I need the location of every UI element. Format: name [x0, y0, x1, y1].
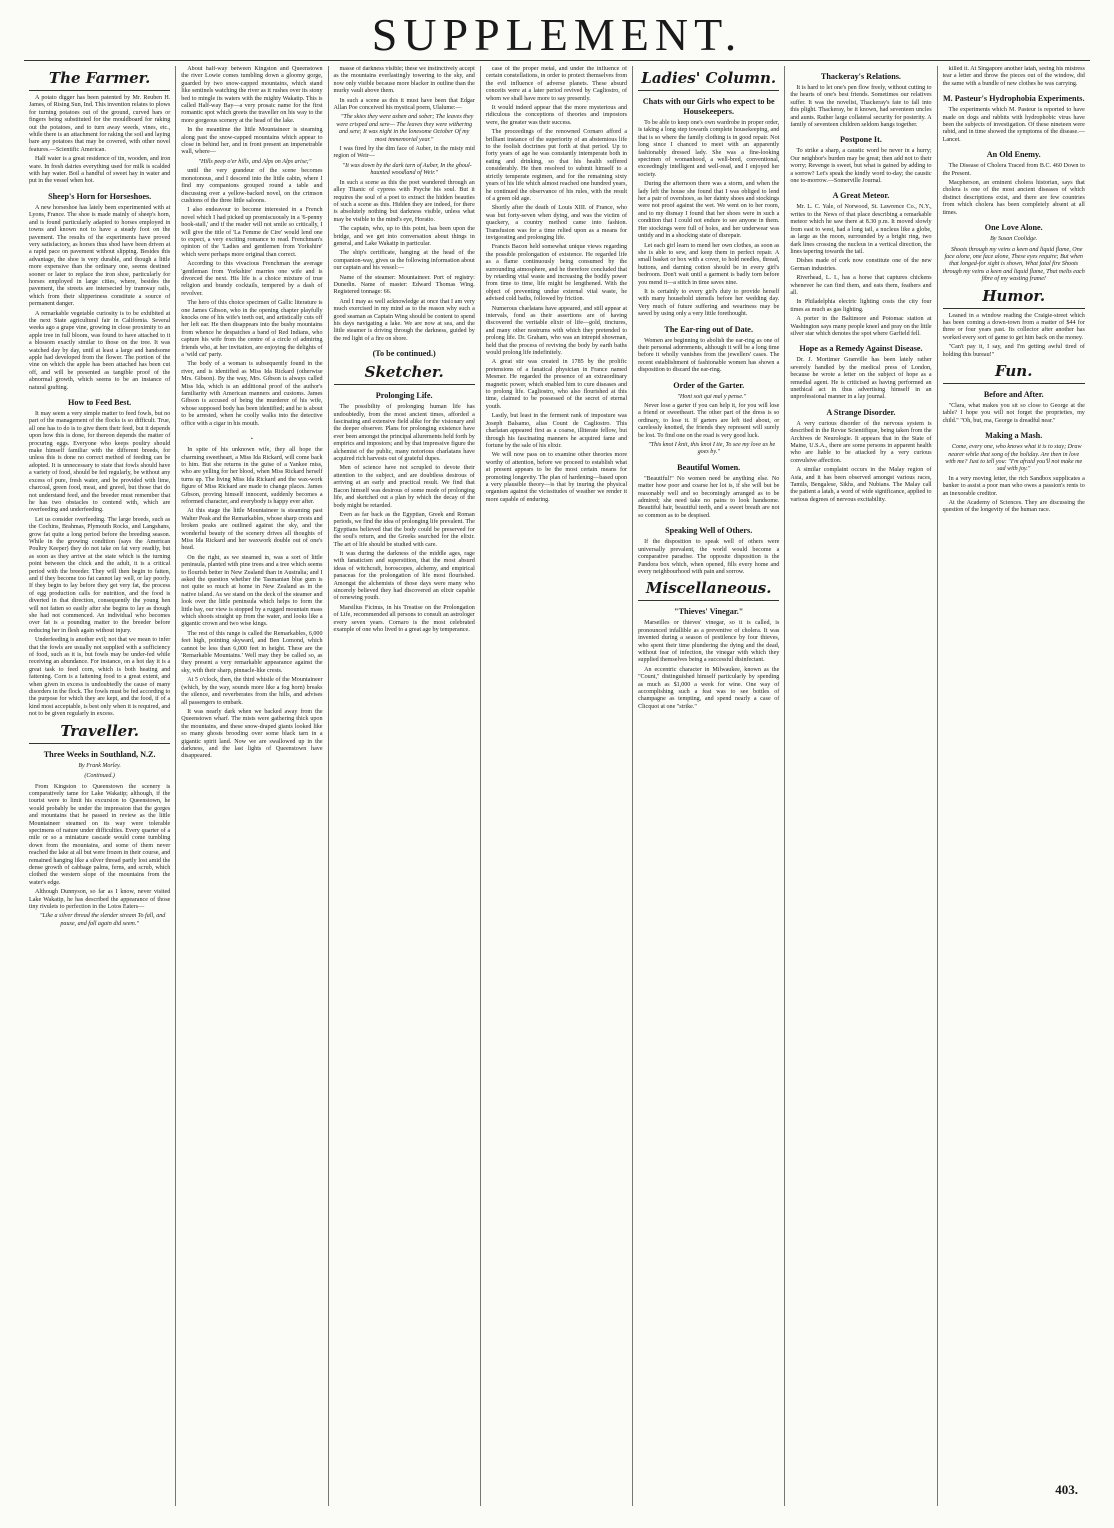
paragraph: killed it. At Singapore another latah, seeing his mistress tear a letter and throw the pieces out of the window, did the same with a bundle of new clothes he was carrying. [942, 66, 1085, 87]
article-headline: Beautiful Women. [677, 462, 741, 472]
paragraph: To be able to keep one's own wardrobe in proper order, is taking a long step towards complete housekeeping, and that is so where the family clothing is in good repair. Not long since I chanced to meet with an apparently fashionably dressed lady. She was a fine-looking specimen of womanhood, a well-bred, conventional, exceedingly intelligent and well-read, and I enjoyed her society. [638, 120, 780, 178]
paragraph: "Can't pay it, I say, and I'm getting awful tired of holding this bureau!" [942, 344, 1085, 358]
paragraph: Half water is a great residence of tin, wooden, and iron ware. In fresh dairies everything used for milk is scalded with hay water. Boil a handful of sweet hay in water and put in the vessel when hot. [29, 156, 171, 185]
paragraph: A new horseshoe has lately been experimented with at Lyons, France. The shoe is made mainly of sheep's horn, and is found particularly adapted to horses employed in towns and known not to have a steady foot on the pavement. The results of the experiments have proved very satisfactory, as horses thus shod have been driven at a rapid pace on pavement without slipping. Besides this advantage, the shoe is very durable, and though a little more expensive than the ordinary one, seems destined sooner or later to replace the iron shoe, particularly for horses employed in large cities, where, besides the pavement, the streets are intersected by tramway rails, which from their slipperiness constitute a source of permanent danger. [29, 204, 171, 308]
column-1 [24, 66, 176, 1506]
article-headline: "Thieves' Vinegar." [674, 607, 744, 617]
article-headline: Before and After. [983, 389, 1044, 399]
paragraph: The proceedings of the renowned Cornaro afford a brilliant instance of the superiority of an abstemious life to the foolish doctrines put forth at that period. Up to forty years of age he was constantly intemperate both in eating and drinking, so that his health suffered considerably. He then resolved to submit himself to a strictly temperate regimen, and for the remaining sixty years of his life which almost reached one hundred years, he continued the observance of his rules, with the result of a green old age. [485, 129, 628, 202]
article-headline: One Love Alone. [984, 223, 1043, 233]
article-headline: Hope as a Remedy Against Disease. [799, 344, 923, 354]
paragraph: Although Dunnyson, so far as I know, never visited Lake Wakatip, he has described the appearance of those tiny rivulets to perfection in the Lotos Eaters— [29, 889, 171, 910]
byline: By Susan Coolidge. [990, 236, 1038, 243]
article-headline: Thackeray's Relations. [820, 72, 901, 81]
article-headline: How to Feed Best. [68, 398, 132, 408]
paragraph: Marsilius Ficinus, in his Treatise on the Prolongation of Life, recommended all persons to consult an astrologer every seven years. Cornaro is the most celebrated example of one who lived to a great age by temperance. [333, 604, 475, 633]
article-headline: A Strange Disorder. [826, 407, 896, 417]
article-headline: The Ear-ring out of Date. [664, 324, 753, 334]
paragraph: Shortly after the death of Louis XIII. of France, who was but forty-seven when dying, and was the victim of quackery, a country method came into fashion. Transfusion was for a time relied upon as a means for invigorating and prolonging life. [485, 205, 628, 241]
paragraph: It would indeed appear that the more mysterious and ridiculous the conceptions of theories and impostors were, the greater was their success. [485, 105, 628, 126]
article-headline: Making a Mash. [985, 431, 1043, 441]
paragraph: masse of darkness visible; these we instinctively accept as the mountains everlastingly towering to the sky, and now only visible because more blacker in outline than the murky vault above them. [333, 66, 475, 95]
paragraph: In a very moving letter, the rich Sandbox supplicates a banker to assist a poor man who owes a passion's rents to an inexorable creditor. [942, 475, 1085, 497]
verse: "This knot I knit, this knot I tie, To see my love as he goes by." [648, 442, 776, 456]
column-2 [176, 66, 328, 1506]
column-4 [481, 66, 633, 1506]
paragraph: Never lose a garter if you can help it, for you will lose a friend or sweetheart. The other part of the dress is so ordinary, to lose it. If garters are left tied about, or carelessly knotted, the friends they represent will surely be lost. To find one on the road is very good luck. [638, 403, 780, 439]
paragraph: A great stir was created in 1785 by the prolific pretensions of a fanatical physician in France named Mesmer. He regarded the presence of an extraordinary magnetic power, which enabled him to cure diseases and to prolong life. Cagliostro, who also flourished at this time, claimed to be possessed of the secret of eternal youth. [485, 359, 628, 410]
paragraph: In Philadelphia electric lighting costs the city four times as much as gas lighting. [790, 299, 932, 313]
article-headline: Three Weeks in Southland, N.Z. [43, 749, 156, 759]
verse: "Honi soit qui mal y pense." [677, 393, 747, 400]
paragraph: Women are beginning to abolish the ear-ring as one of their personal adornments, although it will be a long time before it wholly vanishes from the jewellers' cases. The recent establishment of fashionable women has shown a disposition to discard the ear-ring. [638, 337, 780, 374]
paragraph: A similar complaint occurs in the Malay region of Asia, and it has been observed amongst various races, Tamils, Bengalese, Sikhs, and Nubians. The Malay call the patient a latah, a word of wide significance, applied to various degrees of nervous excitability. [790, 467, 932, 503]
article-headline: (To be continued.) [372, 349, 436, 359]
paragraph: The experiments which M. Pasteur is reported to have made on dogs and rabbits with hydrophobic virus have been the subjects of investigation. Of these nineteen were rabid, and in time showed the symptoms of the disease.—Lancet. [942, 107, 1085, 143]
article-headline: Sheep's Horn for Horseshoes. [48, 191, 152, 201]
paragraph: Riverhead, L. I., has a horse that captures chickens whenever he can find them, and eats them, feathers and all. [790, 275, 932, 296]
paragraph: In the meantime the little Mountaineer is steaming along past the snow-capped mountains which appear to close in behind her, and in front present an impenetrable wall, where— [181, 127, 323, 156]
paragraph: "Clara, what makes you sit so close to George at the table? I hope you will not forget the proprieties, my child." "Oh, but, ma, George is dreadful near." [942, 402, 1085, 424]
paragraph: At this stage the little Mountaineer is steaming past Walter Peak and the Remarkables, whose sharp crests and broken peaks are outlined against the sky, and the wonderful beauty of the scenery drives all thoughts of Miss Ida Rickard and her waxwork double out of one's head. [181, 508, 323, 552]
paragraph: About half-way between Kingston and Queenstown the river Lowie comes tumbling down a gloomy gorge, guarded by two snow-capped mountains, which stand like sentinels watching the river as it rushes over its stony bed to mingle its waters with the mighty Wakatip. This is called Half-way Bay—a very prosaic name for the first romantic spot which greets the traveller on his way to the more gorgeous scenery at the head of the lake. [181, 66, 323, 124]
masthead: SUPPLEMENT. [371, 9, 743, 60]
article-headline: · [250, 434, 254, 444]
paragraph: The captain, who, up to this point, has been upon the bridge, and we get into conversation about things in general, and Lake Wakatip in particular. [333, 226, 475, 247]
paragraph: Dishes made of cork now constitute one of the new German industries. [790, 258, 932, 272]
paragraph: It may seem a very simple matter to feed fowls, but no part of the management of the flocks is so difficult. True, all one has to do is to give them their feed, but it depends upon how this is done, for thereon depends the matter of procuring eggs. Everyone who keeps poultry should make himself familiar with the different breeds, for unless this is done no correct method of feeding can be adopted. It is unnecessary to state that fowls should have a variety of food, should be fed regularly, be without any excess of pure, fresh water, and be provided with lime, charcoal, green food, meat, and gravel, but those that do not understand feed, and the breeder must remember that he has two obstacles to contend with, which are overfeeding and underfeeding. [29, 411, 171, 514]
paragraph: The body of a woman is subsequently found in the river, and is identified as Miss Ida Rickard (otherwise Mrs. Gibson). By the way, Mrs. Gibson is always called Miss Ida, which is an additional proof of the author's familiarity with American manners and customs. James Gibson is accused of being the murderer of his wife, whose supposed body has been identified; and he is about to be arrested, when he coolly walks into the detective office with a cigar in his mouth. [181, 361, 323, 427]
section-heading: Sketcher. [334, 362, 475, 385]
paragraph: A very curious disorder of the nervous system is described in the Revue Scientifique, being taken from the Archives de Neurologie. It appears that in the State of Maine, U.S.A., there are some persons in apparent health who are liable to be attacked by a very curious convulsive affection. [790, 420, 932, 464]
byline: (Continued.) [84, 773, 115, 780]
paragraph: Let us consider overfeeding. The large breeds, such as the Cochins, Brahmas, Plymouth Rocks, and Langshans, grow fat quite a long period before the breeding season. While in the growing condition (says the American Poultry Keeper) they do not take on fat very readily, but as soon as they arrive at the state which is the turning point between the chick and the adult, it is a critical period with the breeder. They will then begin to fatten, and if they become too fat cannot lay well, or lay poorly. If they begin to lay before they get very fat, the process of egg production calls for nutrition, and the food is diverted in that direction, consequently the young hen will not fatten so easily after she begins to lay as though she had not commenced. An individual who becomes over fat is a pounding matter to the breeder before reducing her in flesh again without injury. [29, 516, 171, 634]
verse: "Like a silver thread the slender stream To fall, and pause, and fall again did seem." [39, 913, 166, 927]
byline: By Frank Morley. [78, 762, 121, 769]
paragraph: And I may as well acknowledge at once that I am very much exercised in my mind as to the reason why such a good seaman as Captain Wing should be content to spend his days navigating a lake. We are now at sea, and the little steamer is driving through the darkness, guided by the red light of a fire on shore. [333, 298, 475, 342]
paragraph: A porter in the Baltimore and Potomac station at Washington says many people kneel and pray on the little silver star which denotes the spot where Garfield fell. [790, 316, 932, 337]
paragraph: Lastly, but least in the ferment rank of imposture was Joseph Balsamo, alias Count de Cagliostro. This charlatan appeared first as a coarse, illiterate fellow, but through his fascinating manners he acquired fame and fortune by the sale of his elixir. [485, 413, 628, 449]
paragraph: The ship's certificate, hanging at the head of the companion-way, gives us the following information about our captain and his vessel:— [333, 250, 475, 272]
article-headline: Order of the Garter. [673, 380, 745, 390]
article-headline: Prolonging Life. [375, 391, 433, 401]
paragraph: The hero of this choice specimen of Gallic literature is one James Gibson, who in the opening chapter playfully knocks one of his wife's teeth out, and artistically cuts off her left ear. He then disappears into the bushy mountains from whence he despatches a band of Red Indians, who capture his wife from the centre of a circle of admiring friends who, at her invitation, are enjoying the delights of a 'wild cat' party. [181, 300, 323, 359]
paragraph: The possibility of prolonging human life has undoubtedly, from the most ancient times, afforded a fascinating and extensive field alike for the visionary and the deeper observer. Plans for prolonging existence have ever been amongst the principal allurements held forth by empirics and impostors; and by that impressive figure the alchemist of the public, many notorious charlatans have acquired rich harvests out of grateful dupes. [333, 404, 475, 463]
paragraph: Francis Bacon held somewhat unique views regarding the possible prolongation of existence. He regarded life as a flame continuously being consumed by the surrounding atmosphere, and he therefore concluded that by retarding vital waste and increasing the bodily power from time to time, life might be lengthened. With the object of preventing undue external vital waste, he advised cold baths, followed by friction. [485, 244, 628, 303]
verse: "Hills peep o'er hills, and Alps on Alps arise;" [198, 158, 312, 165]
article-headline: An Old Enemy. [986, 150, 1041, 160]
paragraph: "Beautiful!" No women need be anything else. No matter how poor and coarse her lot is, if she will but be reasonably well and so becomingly arranged as to be admired; she need take no pains to look handsome. Beautiful hair, beautiful teeth, and a sweet breath are not so common as to be despised. [638, 475, 780, 519]
article-headline: Speaking Well of Others. [665, 526, 753, 536]
page-number: 403. [1055, 1482, 1078, 1497]
paragraph: It is certainly to every girl's duty to provide herself with many household utensils before her wedding day. Very much of future suffering and weariness may be saved by using only a very little forethought. [638, 288, 780, 318]
paragraph: At the Academy of Sciences. They are discussing the question of the longevity of the human race. [942, 500, 1085, 514]
verse: "The skies they were ashen and sober; The leaves they were crisped and sere— The leaves they were withering and sere; It was night in the lonesome October Of my most immemorial year." [336, 114, 474, 143]
paragraph: Mr. L. C. Yale, of Norwood, St. Lawrence Co., N.Y., writes to the News of that place describing a remarkable meteor which he saw there at 8.30 p.m. It moved slowly from east to west, had a long tail, a nucleus like a globe, as large as the moon, surrounded by a bright ring, two dark lines crossing the nucleus in a vertical direction, the lines tapering towards the tail. [790, 204, 932, 255]
verse: Shoots through my veins a keen and liquid flame, One face alone, one face alone, These eyes require; But when that longed-for sight is shown, What fatal fire Shoots through my veins a keen and liquid flame, That melts each fibre of my wasting frame! [942, 246, 1085, 283]
paragraph: Let each girl learn to mend her own clothes, as soon as she is able to sew, and keep them in perfect repair. A small basket or box with a cover, to hold needles, thread, buttons, and darning cotton should be in every girl's bedroom. Don't wait until a garment is badly torn before you mend it—a stitch in time saves nine. [638, 242, 780, 286]
paragraph: Name of the steamer: Mountaineer. Port of registry: Dunedin. Name of master: Edward Thomas Wing. Registered tonnage: 66. [333, 274, 475, 296]
paragraph: Macpherson, an eminent cholera historian, says that cholera is one of the most ancient diseases of which distinct descriptions exist, and there are few countries from which cholera has been completely absent at all times. [942, 180, 1085, 216]
paragraph: According to this vivacious Frenchman the average 'gentleman from Yorkshire' marries one wife and is divorced the next. His life is a choice mixture of true religion and brandy cocktails, tempered by a dash of revolver. [181, 261, 323, 297]
paragraph: case of the proper metal, and under the influence of certain constellations, in order to protect themselves from the evil influence of adverse planets. These absurd conceits were at a later period revived by Cagliostro, of whom we shall have more to say presently. [485, 66, 628, 102]
verse: "It was down by the dark tarn of Auber, In the ghoul-haunted woodland of Weir." [342, 162, 472, 177]
paragraph: Marseilles or thieves' vinegar, so it is called, is pronounced infallible as a preventive of cholera. It was invented during a season of pestilence by four thieves, who spent their time plundering the dying and the dead, without fear of infection, the vinegar with which they supplied themselves being a successful disinfectant. [638, 620, 780, 664]
paragraph: A remarkable vegetable curiosity is to be exhibited at the next State agricultural fair in California. Several weeks ago a grape vine, growing in close proximity to an apple tree in full bloom, was found to have attached to it a blossom exactly similar to those on the tree. It was watched day by day, until at least a large and handsome apple had developed from the flower. The portion of the vine on which the apple has been attached has been cut off, and will be presented as tangible proof of the abnormal growth, which seems to be an instance of natural grafting. [29, 310, 171, 391]
paragraph: In such a scene as this the poet wandered through an alley Titanic of cypress with Psyche his soul. But it requires the soul of a poet to extract the hidden beauties of such a scene as this. Hidden they are indeed, for there is absolutely nothing but darkness visible, unless what may be visible to the mind's eye, Horatio. [333, 179, 475, 223]
paragraph: until the very grandeur of the scene becomes monotonous, and I descend into the little cabin, where I find my companions grouped round a table and discussing over a yellow-backed novel, on the crimson cushions of the three little saloons. [181, 168, 323, 204]
paragraph: Leaned in a window reading the Craigie-street which has been coming a down-town from a matter of $44 for three or four years past. Its collector after another has worked every sort of game to get him back on the money. [942, 312, 1085, 341]
paragraph: In such a scene as this it must have been that Edgar Allan Poe conceived his mystical poem, Ulalume:— [333, 97, 475, 112]
paragraph: The Disease of Cholera Traced from B.C. 460 Down to the Present. [942, 163, 1085, 177]
paragraph: It was nearly dark when we backed away from the Queenstown wharf. The mists were gathering thick upon the mountains, and these snow-draped giants looked like so many ghosts brooding over some black tarn in a gigantic spirit land. Now we are swallowed up in the darkness, and the last lights of Queenstown have disappeared. [181, 708, 323, 760]
paragraph: It was during the darkness of the middle ages, rage with fanaticism and superstition, that the most absurd ideas of witchcraft, horoscopes, alchemy, and empirical panaceas for the prolongation of life most flourished. Amongst the alchemists of those days were many who sincerely believed they had discovered an elixir capable of renewing youth. [333, 550, 475, 602]
paragraph: At 5 o'clock, then, the third whistle of the Mountaineer (which, by the way, sounds more like a fog horn) breaks the silence, and reverberates from the hills, and advises all passengers to embark. [181, 677, 323, 706]
paragraph: I was fired by the dim face of Auber, in the misty mid region of Weir— [333, 146, 475, 160]
paragraph: It is hard to let one's pen flow freely, without cutting to the hearts of one's best friends. Sometimes our relatives suffer. It was the novelist, Thackeray's fate to fall into this plight. Thackeray, be it known, had seventeen uncles and aunts. Rather large collateral security for posterity. A family of seventeen children seldom hangs together. [790, 85, 932, 129]
paragraph: Numerous charlatans have appeared, and still appear at intervals, fond as their assertions are of having discovered the veritable elixir of life—gold, tinctures, and many other nostrums with which they pretended to prolong life. Dr. Graham, who was an intrepid showman, held that the process of reviving the body by earth baths would prolong life indefinitely. [485, 305, 628, 357]
masthead-rule [24, 60, 1090, 61]
paragraph: On the right, as we steamed in, was a sort of little peninsula, planted with pine trees and a tree which seems to flourish better in New Zealand than in Australia; and I asked the question whether the Tasmanian blue gum is not quite so much at home in New Zealand as in the native island. As we stand on the deck of the steamer and look over the little peninsula which helps to form the little bay, our view is stopped by a rugged mountain mass which shoots straight up from the water, and looks like a gigantic crown and two wise kings. [181, 554, 323, 628]
verse: Come, every one, who knows what it is to stay; Draw nearer while that song of the holiday. Are then in love with me? Just to tell you: "I'm afraid you'll not make me sad with joy." [945, 444, 1083, 473]
paragraph: I also endeavour to become interested in a French novel which I had picked up promiscuously in a '6-penny book-stall,' and if the reader will not smile so critically, I will give the title of 'La Femme de Cire' would lend one to expect, a very exciting romance to read. Frenchman's opinion of the 'Ladies and gentlemen from Yorkshire' which were perhaps more original than correct. [181, 207, 323, 258]
section-heading: The Farmer. [29, 68, 170, 91]
paragraph: We will now pass on to examine other theories more worthy of attention, before we proceed to establish what at present appears to be the most certain means for promoting longevity. The plan of hardening—based upon a very plausible theory—is that by inuring the physical organism against the vicissitudes of weather we render it more capable of enduring. [485, 452, 628, 503]
paragraph: If the disposition to speak well of others were universally prevalent, the world would become a comparative paradise. The opposite disposition is the Pandora box which, when opened, fills every home and every neighbourhood with pain and sorrow. [638, 539, 780, 575]
paragraph: Dr. J. Mortimer Granville has been lately rather severely handled by the medical press of London, because he wrote a letter on the subject of hope as a remedial agent. He is criticised as having performed an unethical act in thus advertising himself in an unprofessional manner in a lay journal. [790, 357, 932, 401]
paragraph: From Kingston to Queenstown the scenery is comparatively tame for Lake Wakatip; although, if the tourist were to limit his excursion to Queenstown, he would probably be under the impression that the gorges and mountains that he passed in review as the little Mountaineer steamed on its way were tolerable specimens of nature under difficulties. Every quarter of a mile or so a miniature cascade would come tumbling down from the mountains, and some of them never reached the lake at all but were frozen in their course, and remained hanging like a silver thread partly lost amid the dense growth of cabbage palms, ferns, and scrub, which clothed the western slope of the mountains from the water's edge. [29, 783, 171, 886]
column-5 [633, 66, 785, 1506]
paragraph: To strike a sharp, a caustic word be never in a hurry; Our neighbor's burden may be great; then add not to their worry; Revenge is sweet, but what is gained by adding to a sorrow? Let's speak the kindly word to-day; the caustic one to-morrow.—Somerville Journal. [790, 148, 932, 185]
paragraph: Underfeeding is another evil; not that we mean to infer that the fowls are usually not supplied with a sufficiency of food, such as it is, but fowls may be under-fed while receiving an abundance. For instance, on a hot day it is a great task to feed corn, which is both heating and fattening. Corn is a fattening food to a great extent, and when given in excess is undoubtedly the cause of many disorders in the flock. The fowls must be fed according to the purpose for which they are kept, and the food, if of a kind most acceptable, is best only when it is required, and not to be given regularly in excess. [29, 637, 171, 718]
section-heading: Ladies' Column. [638, 68, 779, 91]
section-heading: Humor. [943, 286, 1085, 309]
section-heading: Fun. [943, 361, 1085, 384]
paragraph: During the afternoon there was a storm, and when the lady left the house she found that I was obliged to lend her a pair of overshoes, as her dainty shoes and stockings were not proof against the wet. We went on to her room, and to my dismay I found that her shoes were in such a condition that I could not endure to see anyone in them. Her stockings were full of holes, and her underwear was untidy and in a shocking state of disrepair. [638, 181, 780, 240]
column-3 [329, 66, 481, 1506]
column-6 [785, 66, 937, 1506]
paragraph: Even as far back as the Egyptian, Greek and Roman periods, we find the idea of prolonging life prevalent. The Egyptians believed that the body could be preserved for the soul's return, and the Greeks searched for the elixir. The art of life should be studied with care. [333, 511, 475, 548]
column-7 [938, 66, 1090, 1506]
paragraph: The rest of this range is called the Remarkables, 6,000 feet high, pointing skyward, and Ben Lomond, which cannot be less than 6,000 feet in height. These are the 'Remarkable Mountains.' Well may they be called so, as they present a very remarkable appearance against the sky, with their sharp, pinnacle-like crests. [181, 630, 323, 674]
paragraph: In spite of his unknown wife, they all hope the charming sweetheart, a Miss Ida Rickard, will come back to him. But she returns in the guise of a Yankee miss, who are yelling for her blood, when Miss Rickard herself turns up. The living Miss Ida Rickard and the wax-work figure of Miss Rickard are made to change places. James Gibson, proving himself innocent, suddenly becomes a reformed character, and everybody is happy ever after. [181, 447, 323, 505]
article-headline: A Great Meteor. [832, 191, 890, 201]
article-headline: Chats with our Girls who expect to be Housekeepers. [642, 97, 775, 116]
section-heading: Miscellaneous. [638, 578, 779, 601]
article-headline: Postpone It. [840, 135, 882, 145]
paragraph: A potato digger has been patented by Mr. Reuben H. James, of Rising Sun, Ind. This invention relates to plows for turning potatoes out of the ground, curved bars or fingers being substituted for the mouldboard for raking out the potatoes, and to turn away weeds, vines, etc., while there is an attachment for raking the soil and laying bare any potatoes that may be covered, with other novel features.—Scientific American. [29, 95, 171, 153]
section-heading: Traveller. [29, 721, 170, 744]
paragraph: An eccentric character in Milwaukee, known as the "Count," distinguished himself particularly by spending as much as $1,000 a week for wine. One way of accomplishing such a feat was to see bottles of champagne as tempting, and spend nearly a case of Clicquot at one "strike." [638, 666, 780, 710]
columns-container [24, 66, 1090, 1506]
paragraph: Men of science have not scrupled to devote their attention to the subject, and are doubtless desirous of arriving at an early and practical result. We find that Bacon himself was desirous of some mode of prolonging life, and sketched out a plan by which the decay of the body might be retarded. [333, 465, 475, 509]
article-headline: M. Pasteur's Hydrophobia Experiments. [942, 94, 1085, 104]
